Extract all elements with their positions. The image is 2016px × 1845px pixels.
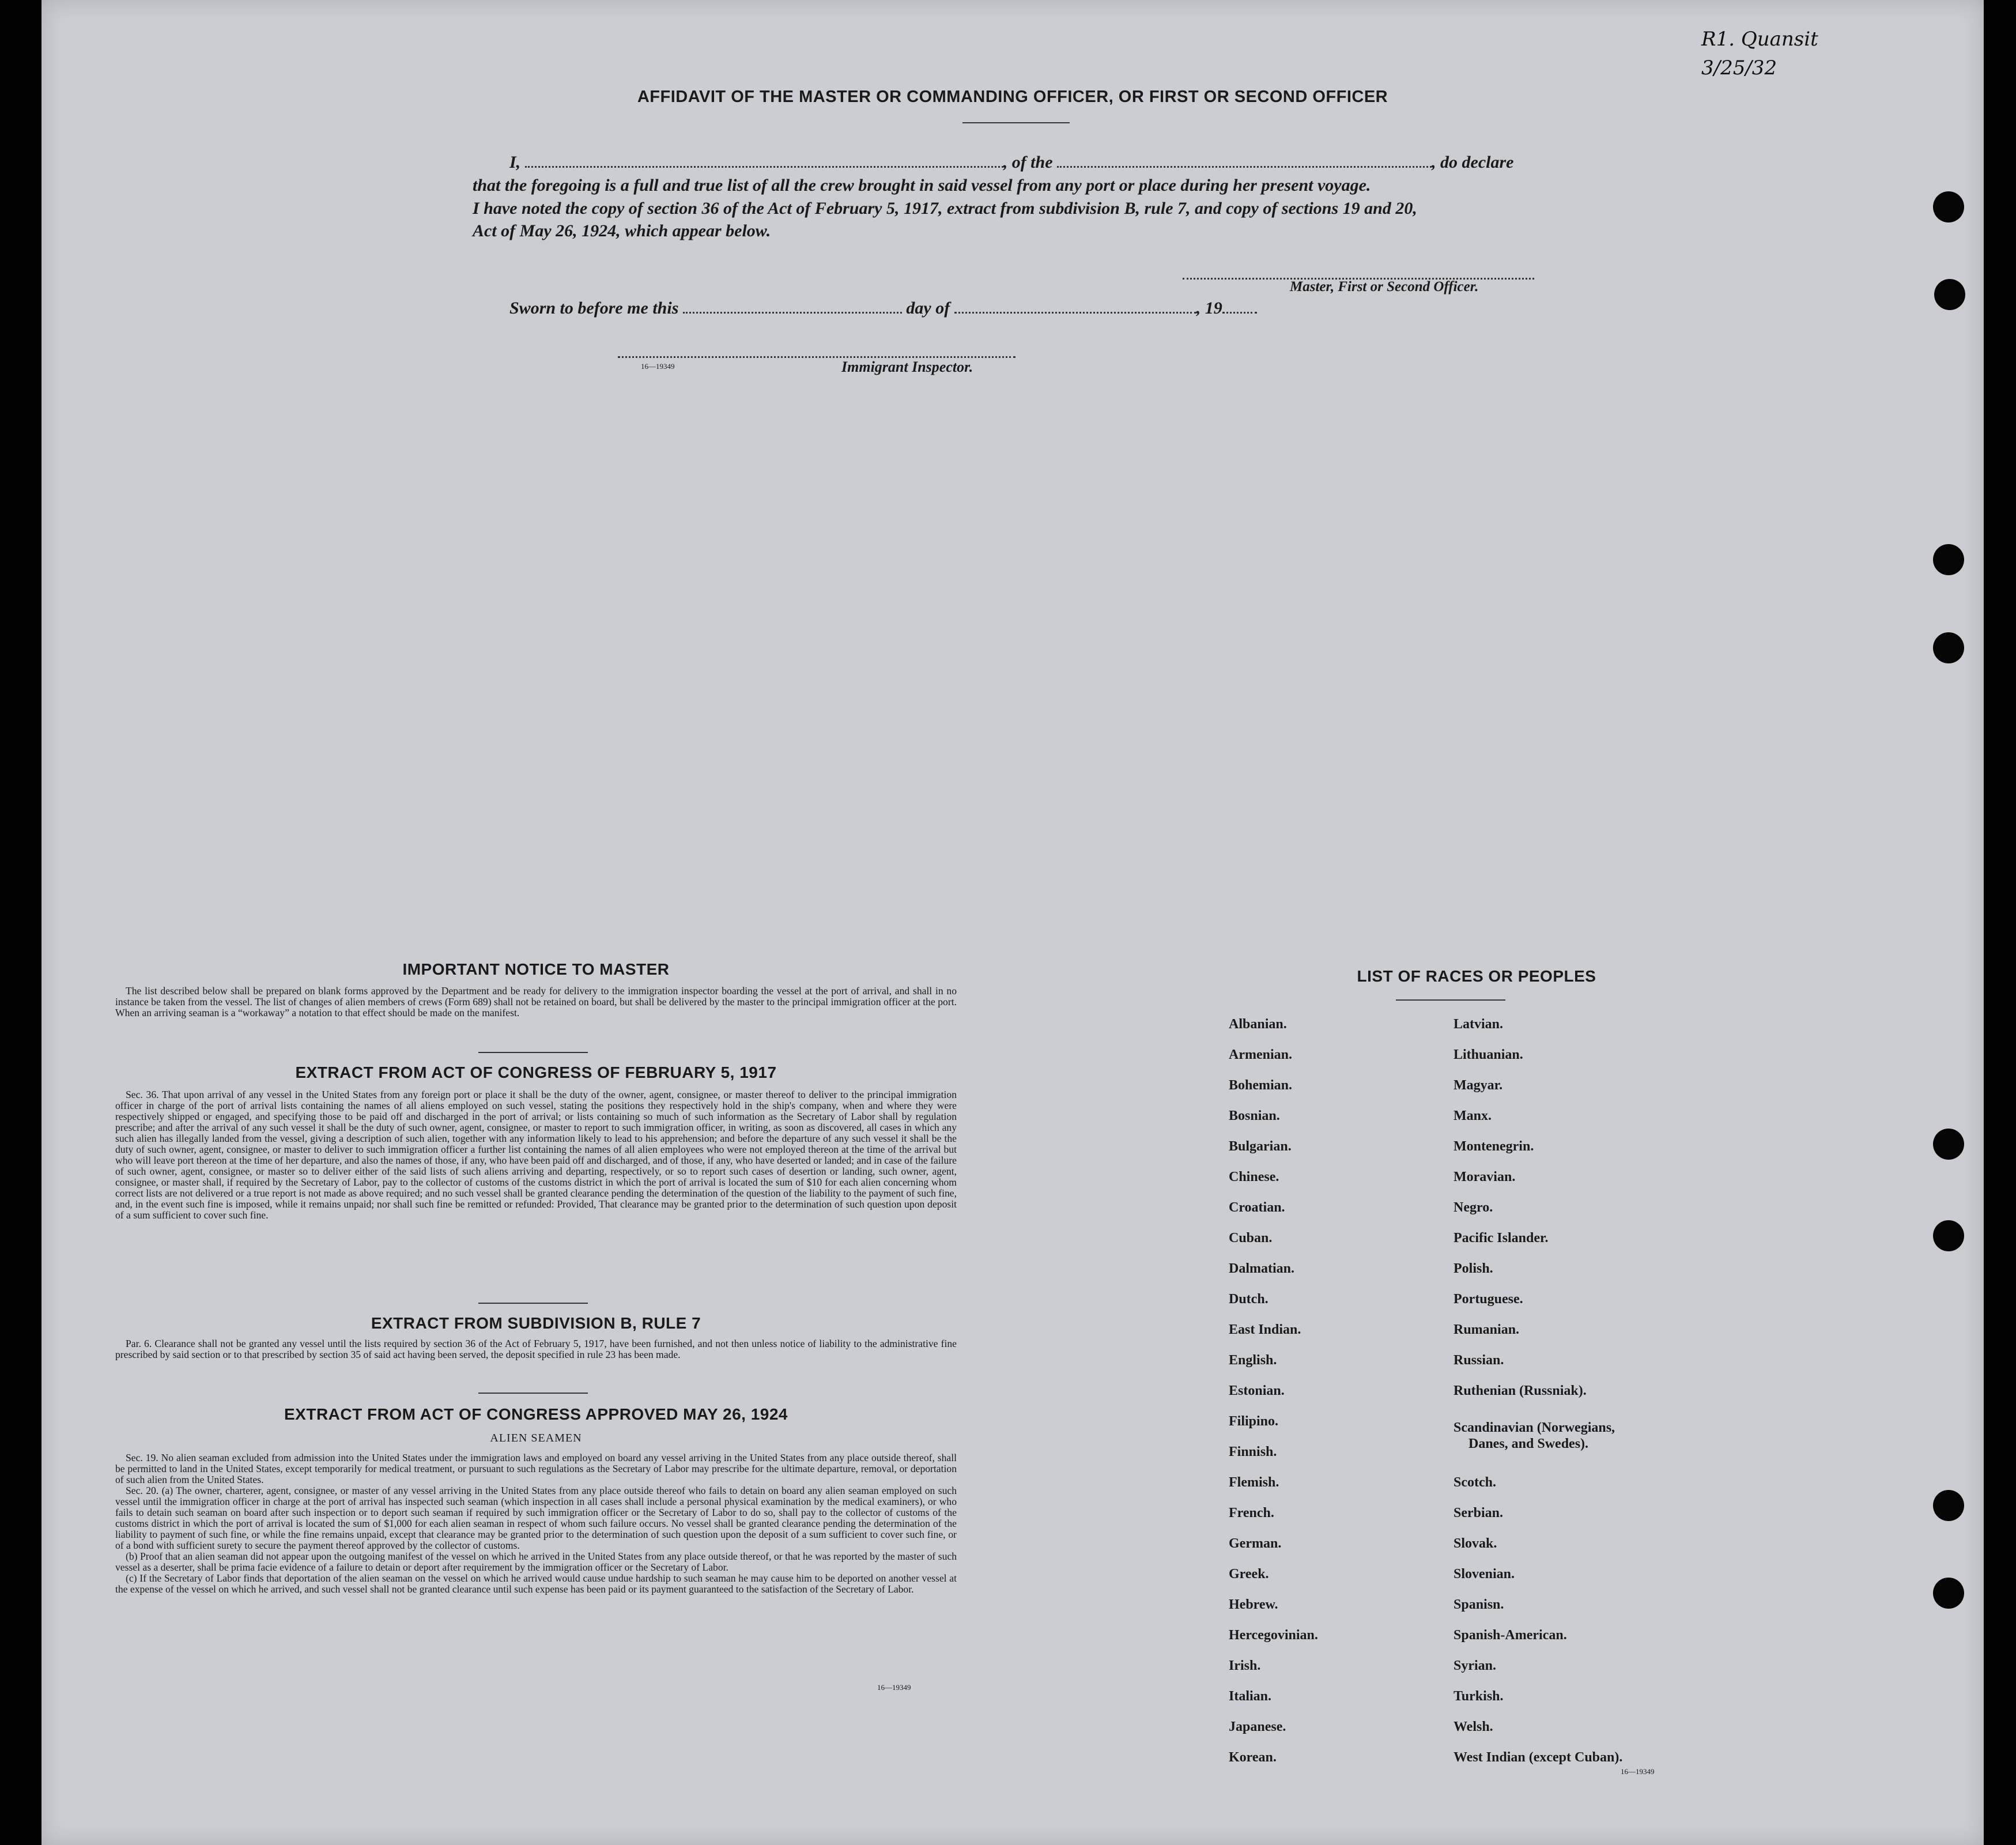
sworn-line: Sworn to before me this day of , 19	[509, 299, 1257, 318]
race-item: Bosnian.	[1229, 1108, 1280, 1123]
rule-7-title: EXTRACT FROM SUBDIVISION B, RULE 7	[371, 1314, 701, 1332]
race-item: Spanish-American.	[1454, 1628, 1567, 1643]
extract-1917-text: Sec. 36. That upon arrival of any vessel in the United States from any foreign port or place it shall be the duty of the owner, agent, consignee, or master thereof to deliver to the principal immigration officer in charge of the port of arrival lists containing the names of all aliens employed on such vessel, stating the positions they respectively hold in the ship's company, when and where they were respectively shipped or engaged, and specifying those to be paid off and discharged in the port of arrival; or lists containing so much of such information as the Secretary of Labor shall by regulation prescribe; and after the arrival of any such vessel it shall be the duty of such owner, agent, consignee, or master to report to such immigration officer, in writing, as soon as discovered, all cases in which any such alien has illegally landed from the vessel, giving a description of such alien, together with any information likely to lead to his apprehension; and before the departure of any such vessel it shall be the duty of such owner, agent, consignee, or master to deliver to such immigration officer a further list containing the names of all alien employees who were not employed thereon at the time of the arrival but who will leave port thereon at the time of her departure, and also the names of those, if any, who have been paid off and discharged, and of those, if any, who have deserted or landed; and in case of the failure of such owner, agent, consignee, or master so to deliver either of the said lists of such aliens arriving and departing, respectively, or so to report such cases of desertion or landing, such owner, agent, consignee, or master shall, if required by the Secretary of Labor, pay to the collector of customs of the customs district in which the port of arrival is located the sum of $10 for each alien concerning whom correct lists are not delivered or a true report is not made as above required; and no such vessel shall be granted clearance pending the determination of the question of the liability to the payment of such fine, and, in the event such fine is imposed, while it remains unpaid; nor shall such fine be remitted or refunded: Provided, That clearance may be granted prior to the determination of such question upon deposit of a sum sufficient to cover such fine.	[115, 1089, 957, 1221]
race-item: Rumanian.	[1454, 1322, 1520, 1337]
race-item: Italian.	[1229, 1689, 1272, 1704]
punch-hole	[1933, 1490, 1964, 1521]
extract-1924-text: Sec. 19. No alien seaman excluded from admission into the United States under the immigration laws and employed on board any vessel arriving in the United States from any place outside thereof, shall be permitted to land in the United States, except temporarily for medical treatment, or pursuant to such regulations as the Secretary of Labor may prescribe for the ultimate departure, removal, or deportation of such alien from the United States. Sec. 20. (a) The owner, charterer, agent, consignee, or master of any vessel arriving in the United States from any place outside thereof who fails to detain on board any alien seaman employed on such vessel until the immigration officer in charge at the port of arrival has inspected such seaman (which inspection in all cases shall include a personal physical examination by the medical examiners), or who fails to detain such seaman on board after such inspection or to deport such seaman if required by such immigration officer or the Secretary of Labor to do so, shall pay to the collector of customs of the customs district in which the port of arrival is located the sum of $1,000 for each alien seaman in respect of whom such failure occurs. No vessel shall be granted clearance pending the determination of the liability to payment of such fine, or while the fine remains unpaid, except that clearance may be granted prior to the determination of such question upon the deposit of a sum sufficient to cover such fine, or of a bond with sufficient surety to secure the payment thereof approved by the collector of customs. (b) Proof that an alien seaman did not appear upon the outgoing manifest of the vessel on which he arrived in the United States from any place outside thereof, or that he was reported by the master of such vessel as a deserter, shall be prima facie evidence of a failure to detain or deport after requirement by the immigration officer or the Secretary of Labor. (c) If the Secretary of Labor finds that deportation of the alien seaman on the vessel on which he arrived would cause undue hardship to such seaman he may cause him to be deported on another vessel at the expense of the vessel on which he arrived, and such vessel shall not be granted clearance until such expense has been paid or its payment guaranteed to the satisfaction of the Secretary of Labor.	[115, 1452, 957, 1595]
race-item: Bulgarian.	[1229, 1139, 1292, 1154]
race-item: West Indian (except Cuban).	[1454, 1750, 1623, 1765]
race-item: Slovak.	[1454, 1536, 1497, 1551]
race-item: English.	[1229, 1353, 1277, 1368]
punch-hole	[1933, 1129, 1964, 1160]
race-item: Filipino.	[1229, 1414, 1279, 1429]
punch-hole	[1933, 1578, 1964, 1609]
punch-hole	[1933, 544, 1964, 575]
divider	[962, 122, 1070, 123]
race-item: Pacific Islander.	[1454, 1231, 1549, 1246]
race-item: Syrian.	[1454, 1658, 1497, 1673]
year-blank[interactable]	[1222, 310, 1257, 314]
divider	[1396, 999, 1505, 1001]
race-item: Japanese.	[1229, 1719, 1286, 1734]
punch-hole	[1934, 279, 1965, 310]
race-item: Polish.	[1454, 1261, 1493, 1276]
notice-title: IMPORTANT NOTICE TO MASTER	[402, 960, 670, 978]
punch-hole	[1933, 191, 1964, 222]
affidavit-title: AFFIDAVIT OF THE MASTER OR COMMANDING OFFICER, OR FIRST OR SECOND OFFICER	[637, 88, 1388, 106]
extract-1924-title: EXTRACT FROM ACT OF CONGRESS APPROVED MAY 26, 1924	[284, 1405, 788, 1423]
notice-text: The list described below shall be prepared on blank forms approved by the Department and be ready for delivery to the immigration inspector boarding the vessel at the port of arrival, and shall in no instance be taken from the vessel. The list of changes of alien members of crews (Form 689) shall not be retained on board, but shall be delivered by the master to the principal immigration officer at the port. When an arriving seaman is a “workaway” a notation to that effect should be made on the manifest.	[115, 985, 957, 1018]
divider	[478, 1052, 588, 1053]
document-sheet	[41, 0, 1984, 1845]
form-number: 16—19349	[641, 362, 675, 371]
race-item: Turkish.	[1454, 1689, 1504, 1704]
race-item: Russian.	[1454, 1353, 1504, 1368]
month-blank[interactable]	[954, 310, 1196, 314]
handwritten-note: R1. Quansit	[1701, 28, 1818, 51]
race-item: Scotch.	[1454, 1475, 1496, 1490]
rule-7-text: Par. 6. Clearance shall not be granted any vessel until the lists required by section 36 of the Act of February 5, 1917, have been furnished, and not then unless notice of liability to the administrative fine prescribed by said section or to that prescribed by section 35 of said act having been served, the deposit specified in rule 23 has been made.	[115, 1338, 957, 1360]
race-item: Armenian.	[1229, 1047, 1292, 1062]
race-item: Latvian.	[1454, 1017, 1504, 1032]
day-blank[interactable]	[683, 310, 902, 314]
affidavit-line-4: Act of May 26, 1924, which appear below.	[473, 221, 771, 240]
race-item: Ruthenian (Russniak).	[1454, 1383, 1587, 1398]
punch-hole	[1933, 1220, 1964, 1251]
race-item: Spanisn.	[1454, 1597, 1504, 1612]
affidavit-line-1: I, , of the , do declare	[509, 153, 1514, 172]
race-item: Lithuanian.	[1454, 1047, 1523, 1062]
handwritten-date: 3/25/32	[1701, 56, 1777, 80]
race-item: East Indian.	[1229, 1322, 1301, 1337]
race-item: German.	[1229, 1536, 1282, 1551]
race-item: Magyar.	[1454, 1078, 1503, 1093]
race-item: Portuguese.	[1454, 1292, 1523, 1307]
form-number: 16—19349	[1621, 1767, 1655, 1776]
race-item: Bohemian.	[1229, 1078, 1293, 1093]
race-item: Dalmatian.	[1229, 1261, 1294, 1276]
race-item: Manx.	[1454, 1108, 1492, 1123]
race-item: Welsh.	[1454, 1719, 1493, 1734]
extract-1917-title: EXTRACT FROM ACT OF CONGRESS OF FEBRUARY 5, 1917	[295, 1063, 777, 1081]
divider	[478, 1303, 588, 1304]
vessel-blank[interactable]	[1057, 164, 1432, 168]
race-item: Slovenian.	[1454, 1567, 1515, 1582]
inspector-signature-line[interactable]	[618, 356, 1015, 358]
race-item: Cuban.	[1229, 1231, 1273, 1246]
race-item: Finnish.	[1229, 1444, 1277, 1459]
race-item: Albanian.	[1229, 1017, 1287, 1032]
form-number: 16—19349	[877, 1683, 911, 1692]
race-item: Hercegovinian.	[1229, 1628, 1318, 1643]
race-item: French.	[1229, 1506, 1274, 1520]
race-item: Danes, and Swedes).	[1468, 1436, 1589, 1451]
inspector-caption: Immigrant Inspector.	[841, 359, 973, 375]
signature-caption: Master, First or Second Officer.	[1290, 279, 1479, 295]
race-item: Irish.	[1229, 1658, 1261, 1673]
divider	[478, 1393, 588, 1394]
race-item: Korean.	[1229, 1750, 1277, 1765]
race-item: Scandinavian (Norwegians,	[1454, 1420, 1615, 1435]
race-item: Moravian.	[1454, 1169, 1516, 1184]
race-item: Dutch.	[1229, 1292, 1269, 1307]
race-item: Montenegrin.	[1454, 1139, 1534, 1154]
race-item: Flemish.	[1229, 1475, 1279, 1490]
race-item: Croatian.	[1229, 1200, 1285, 1215]
affidavit-line-3: I have noted the copy of section 36 of the Act of February 5, 1917, extract from subdivision B, rule 7, and copy of sections 19 and 20,	[473, 199, 1417, 218]
alien-seamen-subtitle: ALIEN SEAMEN	[490, 1432, 582, 1444]
affidavit-line-2: that the foregoing is a full and true list of all the crew brought in said vessel from any port or place during her present voyage.	[473, 176, 1371, 195]
name-blank[interactable]	[525, 164, 1003, 168]
race-item: Greek.	[1229, 1567, 1269, 1582]
race-item: Chinese.	[1229, 1169, 1279, 1184]
race-item: Hebrew.	[1229, 1597, 1278, 1612]
punch-hole	[1933, 632, 1964, 663]
race-item: Negro.	[1454, 1200, 1493, 1215]
races-title: LIST OF RACES OR PEOPLES	[1357, 967, 1596, 985]
race-item: Serbian.	[1454, 1506, 1504, 1520]
race-item: Estonian.	[1229, 1383, 1285, 1398]
